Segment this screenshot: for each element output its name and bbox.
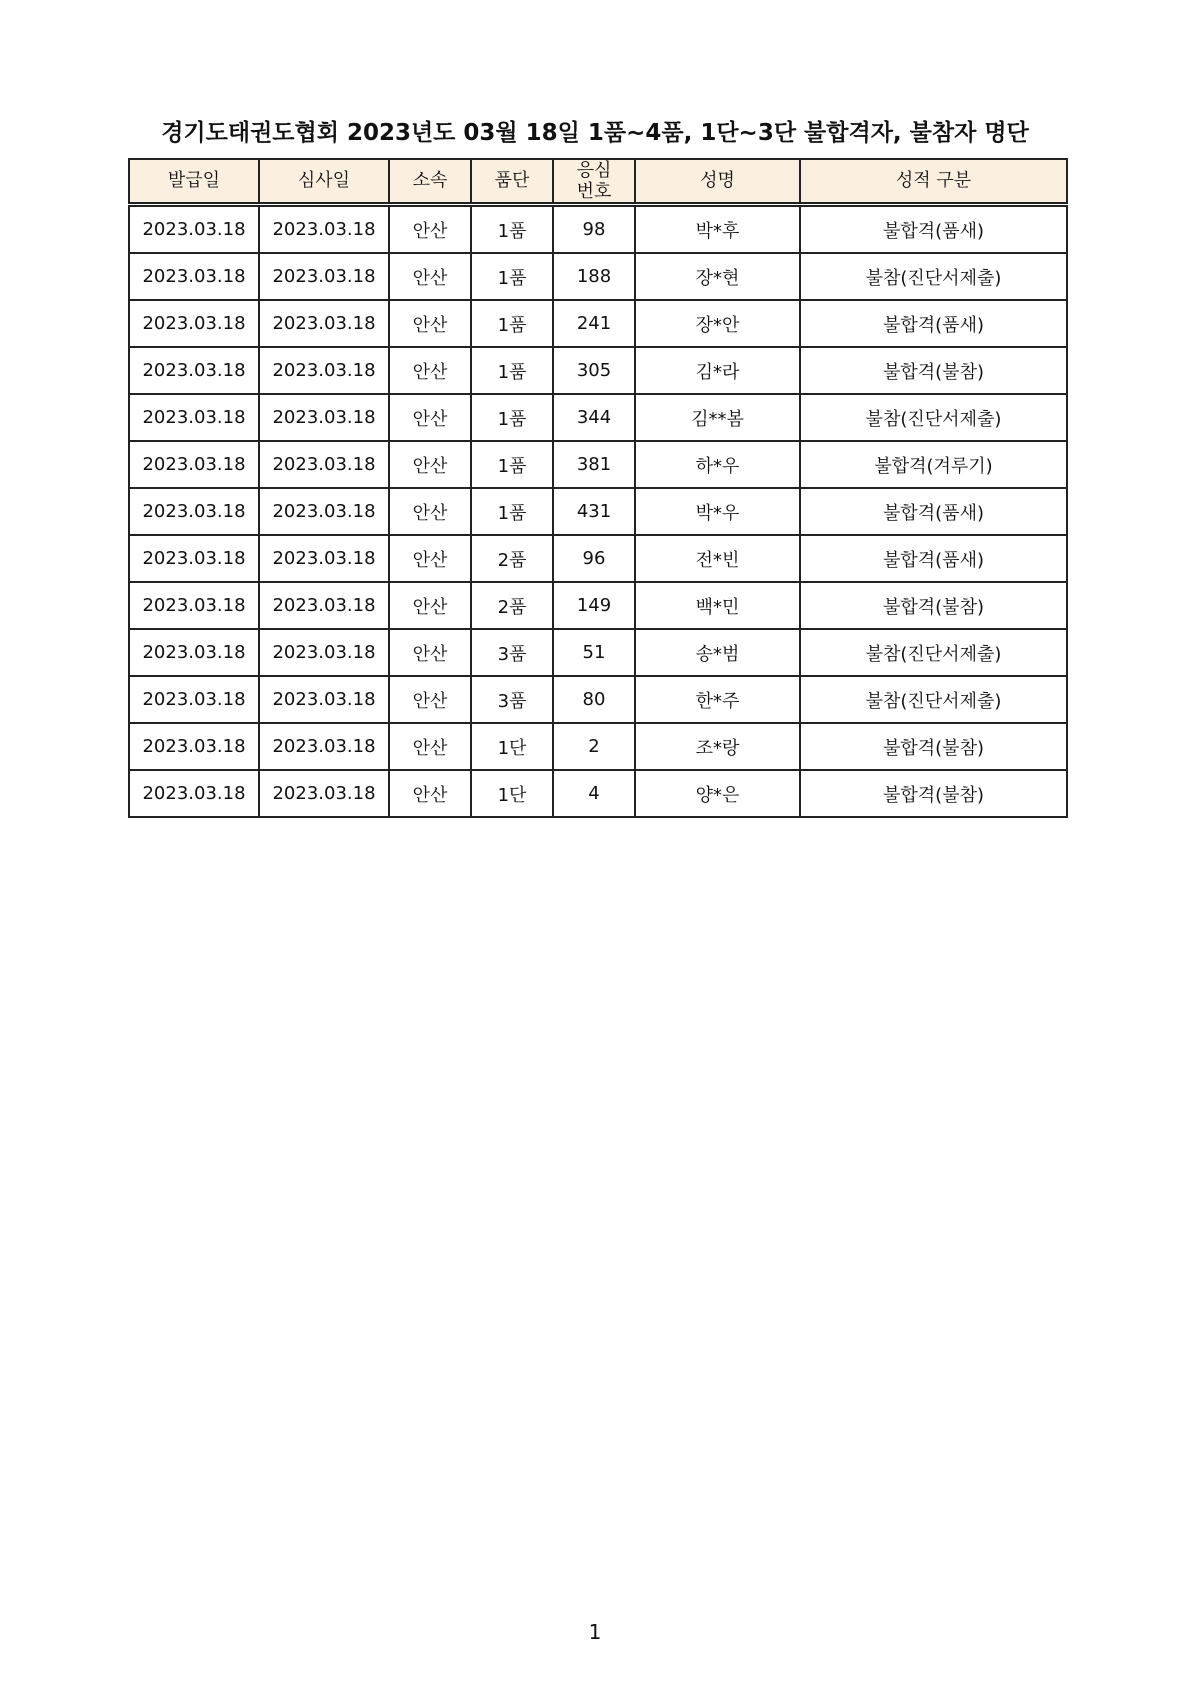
cell-exam-date: 2023.03.18 <box>259 253 389 300</box>
table-row <box>129 205 1067 254</box>
cell-affiliation: 안산 <box>389 582 471 629</box>
cell-affiliation: 안산 <box>389 347 471 394</box>
cell-exam-date: 2023.03.18 <box>259 723 389 770</box>
header-exam-number <box>553 159 635 205</box>
cell-result: 불참(진단서제출) <box>800 253 1067 300</box>
cell-exam-date: 2023.03.18 <box>259 205 389 254</box>
cell-issue-date: 2023.03.18 <box>129 205 259 254</box>
table-row <box>129 676 1067 723</box>
cell-exam-number: 149 <box>553 582 635 629</box>
cell-rank: 1단 <box>471 770 553 817</box>
cell-exam-date: 2023.03.18 <box>259 535 389 582</box>
cell-affiliation: 안산 <box>389 676 471 723</box>
cell-issue-date: 2023.03.18 <box>129 253 259 300</box>
cell-exam-number: 2 <box>553 723 635 770</box>
cell-name: 김*라 <box>635 347 800 394</box>
cell-name: 장*현 <box>635 253 800 300</box>
cell-rank: 1단 <box>471 723 553 770</box>
cell-exam-number: 96 <box>553 535 635 582</box>
table-row <box>129 770 1067 817</box>
cell-result: 불참(진단서제출) <box>800 394 1067 441</box>
cell-exam-number: 51 <box>553 629 635 676</box>
cell-issue-date: 2023.03.18 <box>129 723 259 770</box>
cell-affiliation: 안산 <box>389 441 471 488</box>
cell-rank: 1품 <box>471 441 553 488</box>
cell-affiliation: 안산 <box>389 205 471 254</box>
header-affiliation: 소속 <box>389 159 471 205</box>
cell-affiliation: 안산 <box>389 253 471 300</box>
header-name: 성명 <box>635 159 800 205</box>
table-row <box>129 488 1067 535</box>
table-row <box>129 535 1067 582</box>
table-row <box>129 253 1067 300</box>
cell-exam-date: 2023.03.18 <box>259 629 389 676</box>
cell-exam-date: 2023.03.18 <box>259 488 389 535</box>
cell-rank: 3품 <box>471 629 553 676</box>
cell-affiliation: 안산 <box>389 300 471 347</box>
cell-exam-number: 98 <box>553 205 635 254</box>
cell-result: 불합격(불참) <box>800 770 1067 817</box>
result-table <box>128 158 1068 818</box>
page-number: 1 <box>588 1620 602 1644</box>
header-exam-number-line1: 응심 <box>576 160 612 181</box>
cell-name: 송*범 <box>635 629 800 676</box>
table-row <box>129 441 1067 488</box>
cell-issue-date: 2023.03.18 <box>129 300 259 347</box>
table-header-row <box>129 159 1067 205</box>
cell-issue-date: 2023.03.18 <box>129 582 259 629</box>
cell-affiliation: 안산 <box>389 535 471 582</box>
header-rank: 품단 <box>471 159 553 205</box>
cell-exam-date: 2023.03.18 <box>259 676 389 723</box>
cell-result: 불합격(불참) <box>800 347 1067 394</box>
header-result: 성적 구분 <box>800 159 1067 205</box>
cell-result: 불참(진단서제출) <box>800 629 1067 676</box>
cell-affiliation: 안산 <box>389 723 471 770</box>
cell-exam-number: 188 <box>553 253 635 300</box>
table-row <box>129 582 1067 629</box>
cell-name: 전*빈 <box>635 535 800 582</box>
cell-name: 한*주 <box>635 676 800 723</box>
cell-exam-date: 2023.03.18 <box>259 394 389 441</box>
cell-name: 박*우 <box>635 488 800 535</box>
cell-result: 불합격(품새) <box>800 205 1067 254</box>
cell-exam-date: 2023.03.18 <box>259 347 389 394</box>
cell-name: 조*랑 <box>635 723 800 770</box>
cell-exam-number: 431 <box>553 488 635 535</box>
table-row <box>129 723 1067 770</box>
cell-exam-number: 305 <box>553 347 635 394</box>
cell-affiliation: 안산 <box>389 488 471 535</box>
cell-name: 김**봄 <box>635 394 800 441</box>
cell-rank: 1품 <box>471 253 553 300</box>
cell-issue-date: 2023.03.18 <box>129 394 259 441</box>
cell-exam-number: 241 <box>553 300 635 347</box>
cell-issue-date: 2023.03.18 <box>129 488 259 535</box>
cell-name: 장*안 <box>635 300 800 347</box>
page-title: 경기도태권도협회 2023년도 03월 18일 1품~4품, 1단~3단 불합격자, 불참자 명단 <box>161 120 1029 146</box>
cell-name: 양*은 <box>635 770 800 817</box>
cell-rank: 1품 <box>471 347 553 394</box>
cell-affiliation: 안산 <box>389 770 471 817</box>
cell-exam-date: 2023.03.18 <box>259 770 389 817</box>
header-exam-number-line2: 번호 <box>576 181 612 202</box>
cell-rank: 1품 <box>471 488 553 535</box>
cell-issue-date: 2023.03.18 <box>129 535 259 582</box>
cell-name: 하*우 <box>635 441 800 488</box>
cell-result: 불합격(품새) <box>800 535 1067 582</box>
cell-affiliation: 안산 <box>389 394 471 441</box>
table-row <box>129 300 1067 347</box>
cell-result: 불합격(품새) <box>800 488 1067 535</box>
cell-rank: 1품 <box>471 394 553 441</box>
cell-exam-date: 2023.03.18 <box>259 441 389 488</box>
cell-exam-number: 344 <box>553 394 635 441</box>
cell-result: 불합격(불참) <box>800 723 1067 770</box>
cell-exam-date: 2023.03.18 <box>259 300 389 347</box>
cell-rank: 1품 <box>471 300 553 347</box>
header-exam-date: 심사일 <box>259 159 389 205</box>
cell-name: 백*민 <box>635 582 800 629</box>
cell-rank: 1품 <box>471 205 553 254</box>
cell-exam-number: 80 <box>553 676 635 723</box>
cell-result: 불합격(불참) <box>800 582 1067 629</box>
cell-exam-date: 2023.03.18 <box>259 582 389 629</box>
cell-rank: 3품 <box>471 676 553 723</box>
cell-result: 불합격(겨루기) <box>800 441 1067 488</box>
header-issue-date: 발급일 <box>129 159 259 205</box>
cell-issue-date: 2023.03.18 <box>129 441 259 488</box>
cell-rank: 2품 <box>471 535 553 582</box>
table-row <box>129 347 1067 394</box>
cell-name: 박*후 <box>635 205 800 254</box>
table-row <box>129 394 1067 441</box>
cell-issue-date: 2023.03.18 <box>129 770 259 817</box>
cell-issue-date: 2023.03.18 <box>129 629 259 676</box>
cell-exam-number: 381 <box>553 441 635 488</box>
table-row <box>129 629 1067 676</box>
table-body <box>129 205 1067 818</box>
cell-result: 불합격(품새) <box>800 300 1067 347</box>
cell-exam-number: 4 <box>553 770 635 817</box>
cell-issue-date: 2023.03.18 <box>129 676 259 723</box>
cell-result: 불참(진단서제출) <box>800 676 1067 723</box>
cell-issue-date: 2023.03.18 <box>129 347 259 394</box>
cell-rank: 2품 <box>471 582 553 629</box>
cell-affiliation: 안산 <box>389 629 471 676</box>
